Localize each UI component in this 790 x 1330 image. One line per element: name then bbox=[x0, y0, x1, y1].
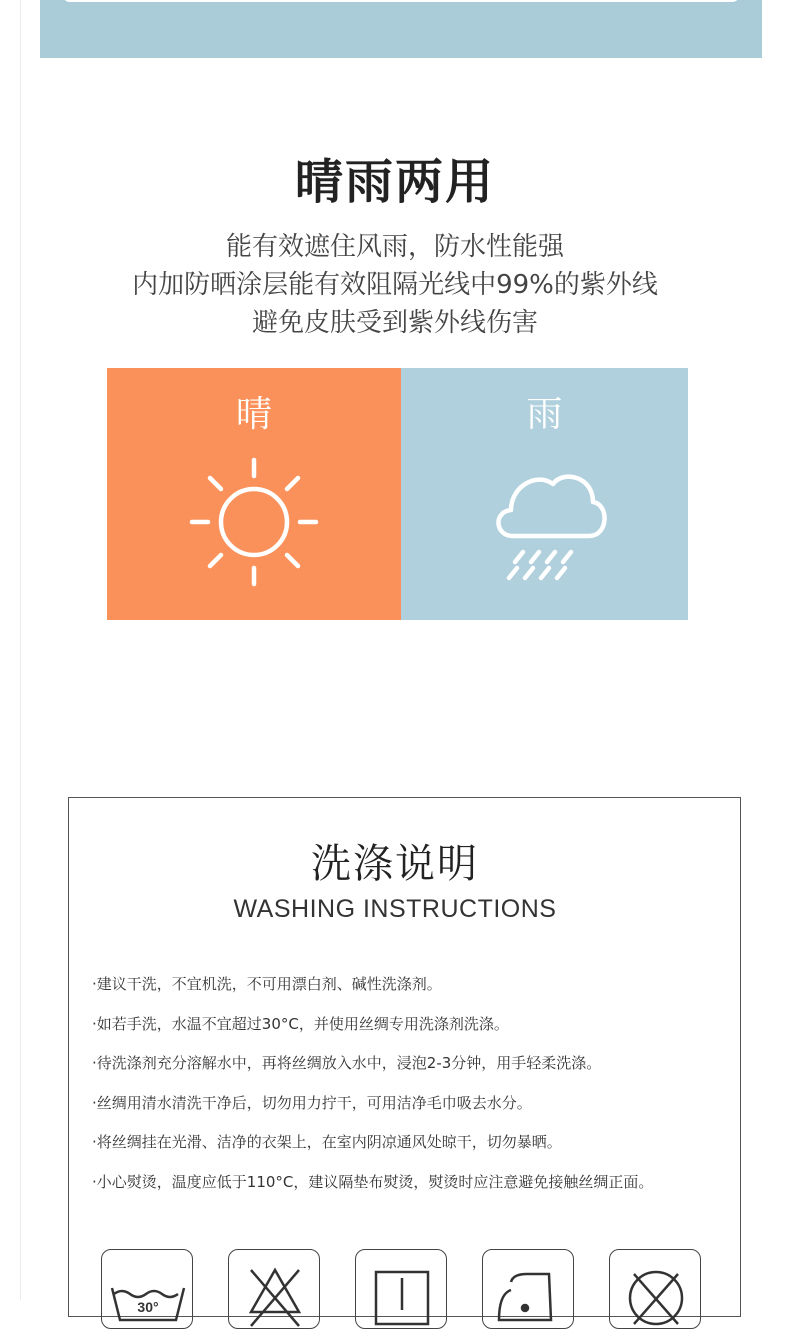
list-item: ·小心熨烫，温度应低于110°C，建议隔垫布熨烫，熨烫时应注意避免接触丝绸正面。 bbox=[92, 1172, 654, 1191]
list-item: ·如若手洗，水温不宜超过30°C，并使用丝绸专用洗涤剂洗涤。 bbox=[92, 1014, 509, 1033]
sun-panel bbox=[107, 368, 401, 620]
no-tumble-dry-icon bbox=[609, 1249, 701, 1329]
list-item: ·待洗涤剂充分溶解水中，再将丝绸放入水中，浸泡2-3分钟，用手轻柔洗涤。 bbox=[92, 1054, 602, 1072]
care-icons-row bbox=[101, 1249, 701, 1315]
rain-panel bbox=[401, 368, 688, 620]
iron-icon bbox=[482, 1249, 574, 1329]
feature-title-wrap bbox=[0, 150, 790, 214]
rain-cloud-icon bbox=[475, 456, 615, 600]
description-line: 能有效遮住风雨，防水性能强 bbox=[225, 232, 564, 262]
sun-panel-label: 晴 bbox=[235, 394, 272, 435]
list-item: ·丝绸用清水清洗干净后，切勿用力拧干，可用洁净毛巾吸去水分。 bbox=[92, 1093, 532, 1112]
wash-30-icon bbox=[101, 1249, 193, 1329]
feature-title-text: 晴雨两用 bbox=[294, 154, 495, 210]
wash-temp-label: 30° bbox=[137, 1299, 159, 1315]
top-banner bbox=[40, 0, 762, 58]
no-bleach-icon bbox=[228, 1249, 320, 1329]
top-banner-card-edge bbox=[62, 0, 740, 2]
description-line: 内加防晒涂层能有效阻隔光线中99%的紫外线 bbox=[132, 270, 658, 300]
washing-list bbox=[92, 974, 742, 1211]
rain-panel-label: 雨 bbox=[526, 394, 563, 435]
line-dry-icon bbox=[355, 1249, 447, 1329]
list-item: ·建议干洗，不宜机洗，不可用漂白剂、碱性洗涤剂。 bbox=[92, 975, 442, 993]
sun-rain-card bbox=[107, 368, 688, 620]
washing-subtitle: WASHING INSTRUCTIONS bbox=[233, 895, 557, 923]
list-item: ·将丝绸挂在光滑、洁净的衣架上，在室内阴凉通风处晾干，切勿暴晒。 bbox=[92, 1133, 562, 1151]
feature-title bbox=[291, 150, 499, 214]
description-line: 避免皮肤受到紫外线伤害 bbox=[251, 308, 538, 338]
feature-description bbox=[0, 228, 790, 342]
sun-icon bbox=[184, 456, 324, 600]
washing-title: 洗涤说明 bbox=[311, 841, 479, 887]
